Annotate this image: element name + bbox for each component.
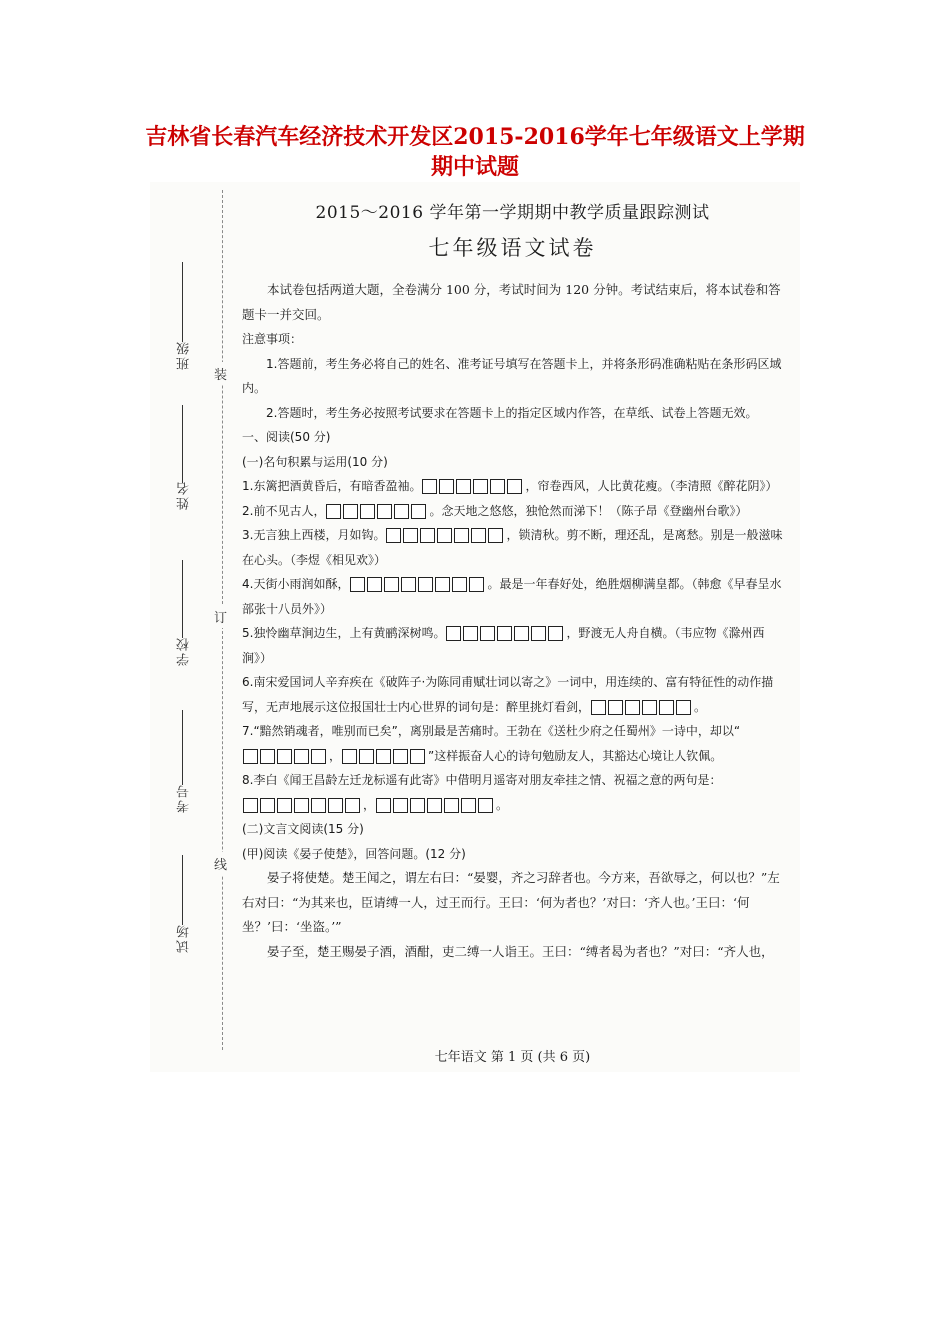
answer-box[interactable] bbox=[478, 798, 493, 813]
answer-box[interactable] bbox=[422, 479, 437, 494]
page-footer: 七年语文 第 1 页 (共 6 页) bbox=[434, 1050, 591, 1065]
answer-box[interactable] bbox=[260, 749, 275, 764]
answer-box[interactable] bbox=[514, 626, 529, 641]
part-subtitle: (甲)阅读《晏子使楚》，回答问题。(12 分) bbox=[242, 846, 466, 861]
exam-header-line1: 2015～2016 学年第一学期期中教学质量跟踪测试 bbox=[315, 203, 710, 223]
answer-boxes[interactable] bbox=[422, 479, 524, 494]
exam-number-label: 考号 bbox=[177, 783, 192, 813]
exam-content bbox=[242, 278, 787, 964]
notice-item-1: 1.答题前，考生务必将自己的姓名、准考证号填写在答题卡上，并将条形码准确粘贴在条形码区域内。 bbox=[242, 356, 782, 395]
answer-box[interactable] bbox=[386, 528, 401, 543]
answer-box[interactable] bbox=[471, 528, 486, 543]
answer-box[interactable] bbox=[444, 798, 459, 813]
answer-box[interactable] bbox=[393, 798, 408, 813]
binding-mark-xian: 线 bbox=[214, 852, 227, 875]
answer-box[interactable] bbox=[384, 577, 399, 592]
class-label: 班级 bbox=[177, 340, 192, 370]
section-title: 一、阅读(50 分) bbox=[242, 430, 331, 444]
answer-boxes[interactable] bbox=[446, 626, 565, 641]
answer-boxes[interactable] bbox=[376, 798, 495, 813]
answer-box[interactable] bbox=[676, 700, 691, 715]
passage-paragraph-1: 晏子将使楚。楚王闻之，谓左右曰：“晏婴，齐之习辞者也。今方来，吾欲辱之，何以也？”左右对曰：“为其来也，臣请缚一人，过王而行。王曰：‘何为者也？’对曰：‘齐人也。’王曰：‘何坐？’曰：‘坐盗。’” bbox=[242, 870, 780, 934]
answer-box[interactable] bbox=[410, 749, 425, 764]
answer-box[interactable] bbox=[410, 798, 425, 813]
answer-boxes[interactable] bbox=[386, 528, 505, 543]
exam-header-line2: 七年级语文试卷 bbox=[428, 236, 597, 260]
school-label: 学校 bbox=[177, 636, 192, 666]
question-4: 4.天街小雨润如酥， 。最是一年春好处，绝胜烟柳满皇都。（韩愈《早春呈水部张十八员外》） bbox=[242, 577, 782, 616]
document-title-line1: 吉林省长春汽车经济技术开发区2015-2016学年七年级语文上学期 bbox=[145, 124, 805, 150]
answer-box[interactable] bbox=[411, 504, 426, 519]
question-1: 1.东篱把酒黄昏后，有暗香盈袖。 ，帘卷西风，人比黄花瘦。（李清照《醉花阴》） bbox=[242, 479, 778, 493]
answer-boxes[interactable] bbox=[243, 749, 328, 764]
answer-box[interactable] bbox=[507, 479, 522, 494]
answer-box[interactable] bbox=[446, 626, 461, 641]
question-2: 2.前不见古人， 。念天地之悠悠，独怆然而涕下！（陈子昂《登幽州台歌》） bbox=[242, 503, 748, 518]
answer-box[interactable] bbox=[548, 626, 563, 641]
answer-box[interactable] bbox=[608, 700, 623, 715]
answer-box[interactable] bbox=[345, 798, 360, 813]
answer-box[interactable] bbox=[326, 504, 341, 519]
answer-box[interactable] bbox=[403, 528, 418, 543]
passage-paragraph-2: 晏子至，楚王赐晏子酒，酒酣，吏二缚一人诣王。王曰：“缚者曷为者也？”对曰：“齐人也， bbox=[267, 943, 774, 959]
question-7: 7.“黯然销魂者，唯别而已矣”，离别最是苦痛时。王勃在《送杜少府之任蜀州》一诗中，却以“ ， ”这样振奋人心的诗句勉励友人，其豁达心境让人钦佩。 bbox=[242, 724, 741, 763]
answer-box[interactable] bbox=[277, 798, 292, 813]
part-title: (一)名句积累与运用(10 分) bbox=[242, 454, 388, 469]
answer-box[interactable] bbox=[625, 700, 640, 715]
answer-boxes[interactable] bbox=[591, 700, 693, 715]
answer-box[interactable] bbox=[360, 504, 375, 519]
question-5: 5.独怜幽草涧边生，上有黄鹂深树鸣。 ，野渡无人舟自横。（韦应物《滁州西涧》） bbox=[242, 626, 765, 665]
answer-boxes[interactable] bbox=[243, 798, 362, 813]
answer-box[interactable] bbox=[294, 749, 309, 764]
answer-box[interactable] bbox=[342, 749, 357, 764]
notice-title: 注意事项： bbox=[242, 332, 303, 346]
answer-box[interactable] bbox=[454, 528, 469, 543]
answer-box[interactable] bbox=[497, 626, 512, 641]
answer-box[interactable] bbox=[328, 798, 343, 813]
name-underline bbox=[182, 405, 183, 483]
answer-box[interactable] bbox=[456, 479, 471, 494]
notice-item-2: 2.答题时，考生务必按照考试要求在答题卡上的指定区域内作答，在草纸、试卷上答题无效。 bbox=[266, 405, 758, 420]
answer-box[interactable] bbox=[420, 528, 435, 543]
answer-box[interactable] bbox=[311, 798, 326, 813]
answer-box[interactable] bbox=[243, 798, 258, 813]
answer-box[interactable] bbox=[260, 798, 275, 813]
question-8: 8.李白《闻王昌龄左迁龙标遥有此寄》中借明月遥寄对朋友牵挂之情、祝福之意的两句是： ， 。 bbox=[242, 773, 722, 812]
answer-box[interactable] bbox=[393, 749, 408, 764]
answer-box[interactable] bbox=[427, 798, 442, 813]
binding-mark-ding: 订 bbox=[214, 605, 227, 628]
answer-box[interactable] bbox=[642, 700, 657, 715]
answer-box[interactable] bbox=[531, 626, 546, 641]
answer-box[interactable] bbox=[490, 479, 505, 494]
answer-box[interactable] bbox=[376, 749, 391, 764]
exam-room-underline bbox=[182, 855, 183, 925]
document-title-line2: 期中试题 bbox=[430, 154, 519, 180]
answer-box[interactable] bbox=[394, 504, 409, 519]
answer-box[interactable] bbox=[243, 749, 258, 764]
answer-box[interactable] bbox=[439, 479, 454, 494]
name-label: 姓名 bbox=[177, 480, 192, 510]
answer-boxes[interactable] bbox=[326, 504, 428, 519]
answer-box[interactable] bbox=[401, 577, 416, 592]
question-6: 6.南宋爱国词人辛弃疾在《破阵子·为陈同甫赋壮词以寄之》一词中，用连续的、富有特征性的动作描写，无声地展示这位报国壮士内心世界的词句是：醉里挑灯看剑， 。 bbox=[242, 675, 774, 714]
answer-box[interactable] bbox=[377, 504, 392, 519]
answer-boxes[interactable] bbox=[350, 577, 486, 592]
binding-mark-zhuang: 装 bbox=[214, 362, 227, 385]
answer-box[interactable] bbox=[461, 798, 476, 813]
exam-room-label: 试场 bbox=[177, 923, 192, 953]
answer-box[interactable] bbox=[473, 479, 488, 494]
answer-box[interactable] bbox=[591, 700, 606, 715]
answer-box[interactable] bbox=[488, 528, 503, 543]
part-title: (二)文言文阅读(15 分) bbox=[242, 822, 364, 836]
answer-box[interactable] bbox=[463, 626, 478, 641]
answer-box[interactable] bbox=[452, 577, 467, 592]
answer-box[interactable] bbox=[480, 626, 495, 641]
answer-box[interactable] bbox=[418, 577, 433, 592]
school-underline bbox=[182, 560, 183, 638]
answer-box[interactable] bbox=[343, 504, 358, 519]
answer-box[interactable] bbox=[294, 798, 309, 813]
answer-box[interactable] bbox=[311, 749, 326, 764]
answer-box[interactable] bbox=[659, 700, 674, 715]
answer-box[interactable] bbox=[277, 749, 292, 764]
answer-box[interactable] bbox=[469, 577, 484, 592]
answer-box[interactable] bbox=[437, 528, 452, 543]
answer-box[interactable] bbox=[367, 577, 382, 592]
document-title bbox=[0, 122, 950, 182]
answer-box[interactable] bbox=[435, 577, 450, 592]
exam-number-underline bbox=[182, 710, 183, 785]
intro-text: 本试卷包括两道大题，全卷满分 100 分，考试时间为 120 分钟。考试结束后，将本试卷和答题卡一并交回。 bbox=[242, 282, 781, 322]
answer-box[interactable] bbox=[376, 798, 391, 813]
question-3: 3.无言独上西楼，月如钩。 ，锁清秋。剪不断，理还乱，是离愁。别是一般滋味在心头。（李煜《相见欢》） bbox=[242, 528, 783, 567]
answer-box[interactable] bbox=[359, 749, 374, 764]
class-underline bbox=[182, 262, 183, 342]
answer-boxes[interactable] bbox=[342, 749, 427, 764]
answer-box[interactable] bbox=[350, 577, 365, 592]
